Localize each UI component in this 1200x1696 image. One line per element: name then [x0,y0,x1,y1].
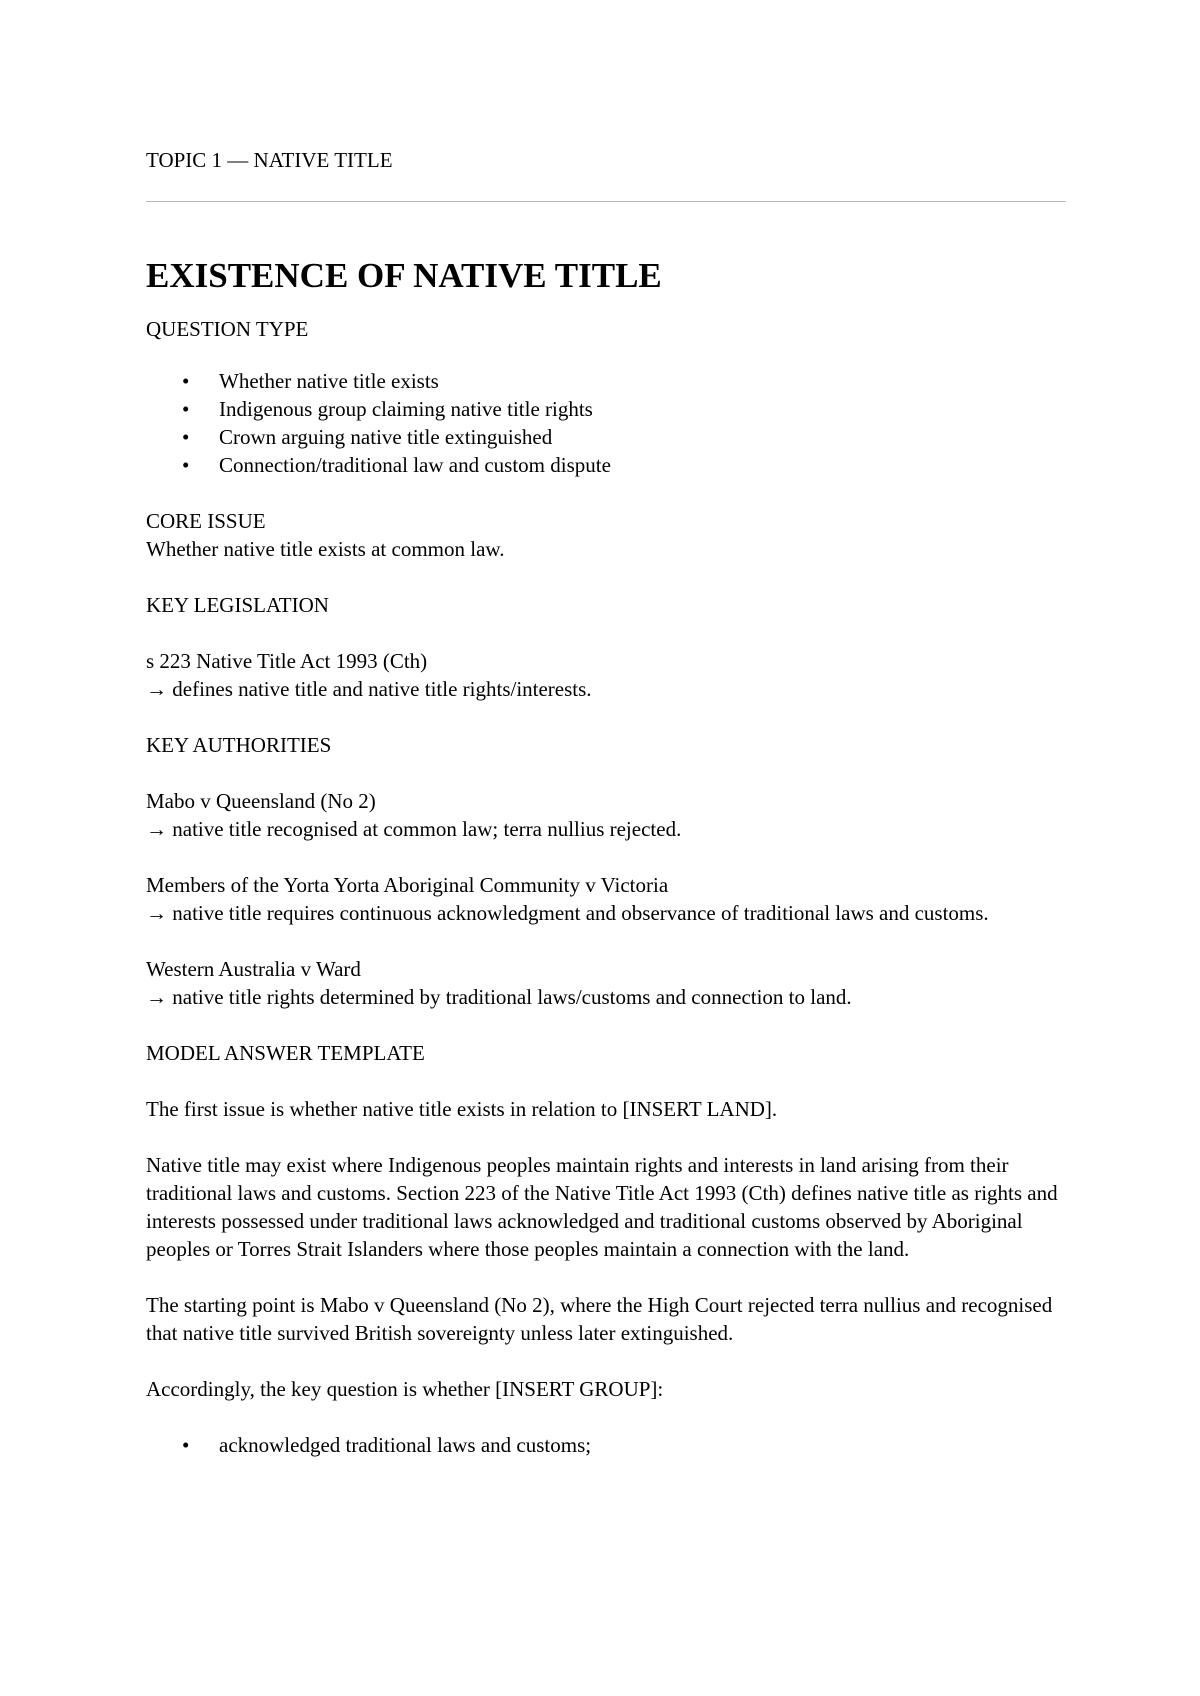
model-answer-paragraph: The starting point is Mabo v Queensland (No 2), where the High Court rejected terra nullius and recognised that native title survived British sovereignty unless later extinguished. [146,1293,1053,1345]
case-note: → native title requires continuous acknowledgment and observance of traditional laws and customs. [146,901,989,925]
bullet-icon: • [182,1433,190,1457]
topic-header: TOPIC 1 — NATIVE TITLE [146,148,393,172]
list-item: • Whether native title exists [182,369,439,393]
case-name: Mabo v Queensland (No 2) [146,789,376,813]
case-note: → native title recognised at common law; terra nullius rejected. [146,817,682,841]
list-item: • Crown arguing native title extinguished [182,425,553,449]
case-name: Western Australia v Ward [146,957,361,981]
model-answer-list [146,1431,1066,1459]
list-item: • Connection/traditional law and custom dispute [182,453,611,477]
question-type-list [146,367,1066,479]
list-item: • acknowledged traditional laws and customs; [182,1433,592,1457]
document-title: EXISTENCE OF NATIVE TITLE [146,256,662,295]
case-note: → native title rights determined by traditional laws/customs and connection to land. [146,985,852,1009]
key-legislation-heading: KEY LEGISLATION [146,593,329,617]
key-authorities-heading: KEY AUTHORITIES [146,733,332,757]
case-name: Members of the Yorta Yorta Aboriginal Community v Victoria [146,873,669,897]
model-answer-heading: MODEL ANSWER TEMPLATE [146,1041,425,1065]
header-divider [146,201,1066,202]
legislation-note: → defines native title and native title rights/interests. [146,677,592,701]
core-issue-heading: CORE ISSUE [146,509,266,533]
list-item: • Indigenous group claiming native title rights [182,397,593,421]
bullet-icon: • [182,425,190,449]
core-issue-text: Whether native title exists at common law. [146,537,505,561]
bullet-icon: • [182,369,190,393]
question-type-heading: QUESTION TYPE [146,317,309,341]
model-answer-paragraph: The first issue is whether native title exists in relation to [INSERT LAND]. [146,1097,778,1121]
model-answer-paragraph: Native title may exist where Indigenous peoples maintain rights and interests in land arising from their traditional laws and customs. Section 223 of the Native Title Act 1993 (Cth) defines native title as rights and interests possessed under traditional laws acknowledged and traditional customs observed by Aboriginal peoples or Torres Strait Islanders where those peoples maintain a connection with the land. [146,1153,1058,1261]
document-body [146,254,1066,1459]
bullet-icon: • [182,453,190,477]
bullet-icon: • [182,397,190,421]
model-answer-paragraph: Accordingly, the key question is whether [INSERT GROUP]: [146,1377,664,1401]
legislation-title: s 223 Native Title Act 1993 (Cth) [146,649,428,673]
